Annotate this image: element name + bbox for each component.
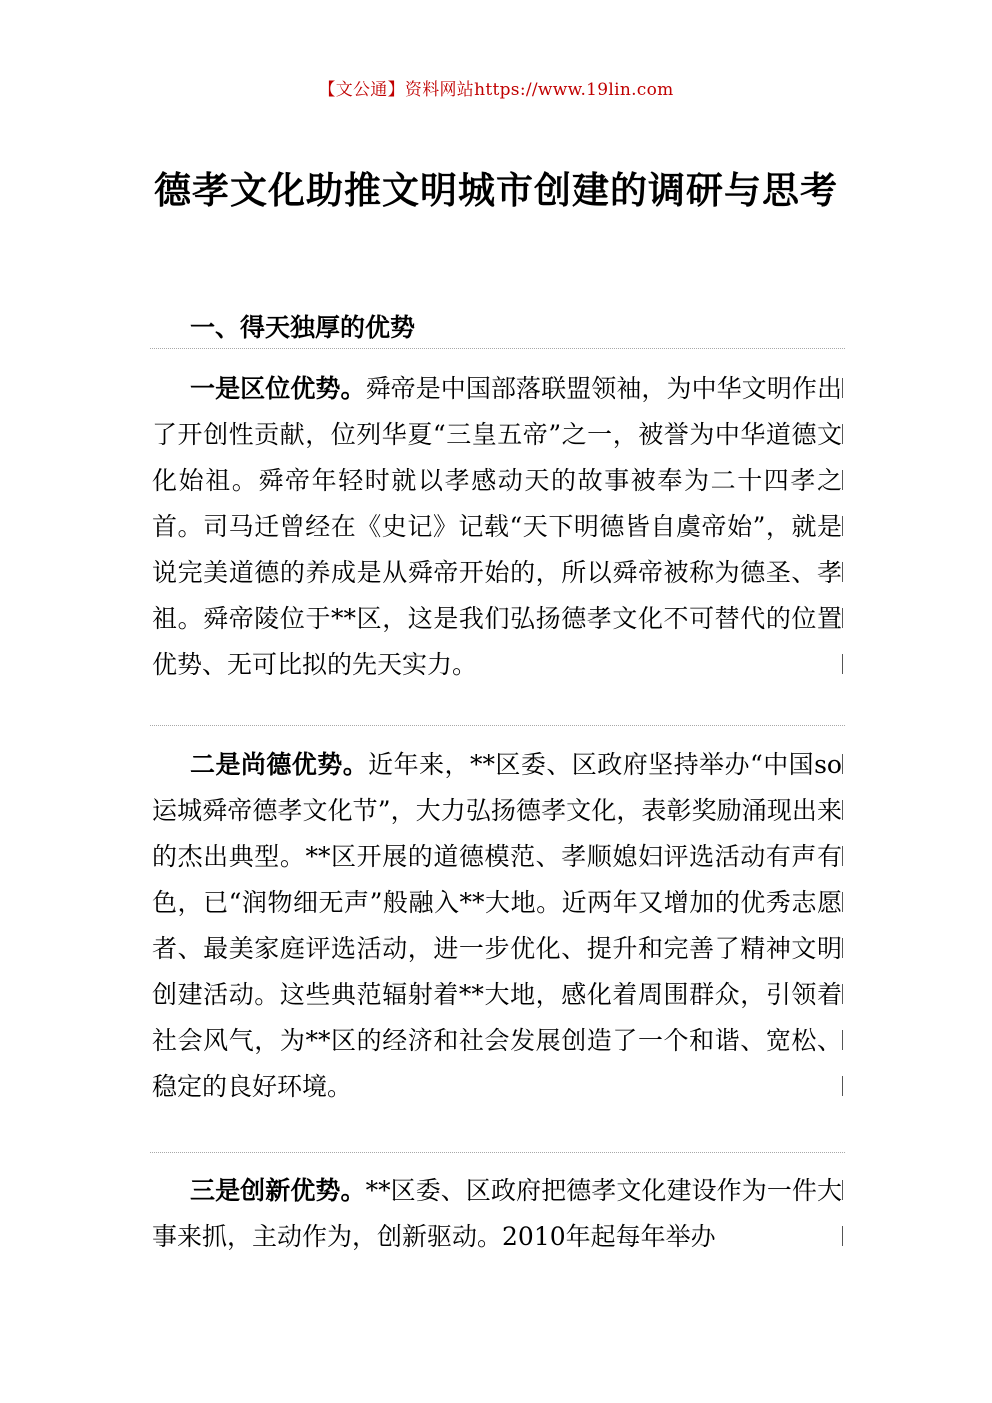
header-url-link[interactable]: https://www.19lin.com: [474, 80, 674, 100]
paragraph-body: 近年来，**区委、区政府坚持举办“中国so运城舜帝德孝文化节”，大力弘扬德孝文化，表彰奖励涌现出来的杰出典型。**区开展的道德模范、孝顺媳妇评选活动有声有色，已“润物细无声”般融入**大地。近两年又增加的优秀志愿者、最美家庭评选活动，进一步优化、提升和完善了精神文明创建活动。这些典范辐射着**大地，感化着周围群众，引领着社会风气，为**区的经济和社会发展创造了一个和谐、宽松、稳定的良好环境。: [152, 750, 842, 1101]
paragraph-innovation-advantage: [152, 1168, 842, 1260]
paragraph-lead: 二是尚德优势。: [190, 750, 369, 779]
header-bracket-title: 【文公通】: [318, 80, 405, 100]
paragraph-virtue-advantage: [152, 742, 842, 1110]
site-header-banner: [0, 75, 992, 100]
paragraph-divider: [150, 725, 845, 726]
paragraph-body: 舜帝是中国部落联盟领袖，为中华文明作出了开创性贡献，位列华夏“三皇五帝”之一，被誉为中华道德文化始祖。舜帝年轻时就以孝感动天的故事被奉为二十四孝之首。司马迁曾经在《史记》记载“天下明德皆自虞帝始”，就是说完美道德的养成是从舜帝开始的，所以舜帝被称为德圣、孝祖。舜帝陵位于**区，这是我们弘扬德孝文化不可替代的位置优势、无可比拟的先天实力。: [152, 374, 842, 679]
header-site-label: 资料网站: [404, 80, 475, 100]
paragraph-lead: 三是创新优势。: [190, 1176, 366, 1205]
section-heading: 一、得天独厚的优势: [190, 313, 416, 342]
paragraph-location-advantage: [152, 366, 842, 688]
paragraph-body: **区委、区政府把德孝文化建设作为一件大事来抓，主动作为，创新驱动。2010年起每年举办: [152, 1176, 842, 1251]
right-margin-line-markers: [842, 754, 844, 1122]
paragraph-lead: 一是区位优势。: [190, 374, 366, 403]
paragraph-divider: [150, 348, 845, 349]
right-margin-line-markers: [842, 1180, 844, 1272]
document-title: 德孝文化助推文明城市创建的调研与思考: [154, 168, 838, 212]
paragraph-divider: [150, 1152, 845, 1153]
right-margin-line-markers: [842, 378, 844, 700]
